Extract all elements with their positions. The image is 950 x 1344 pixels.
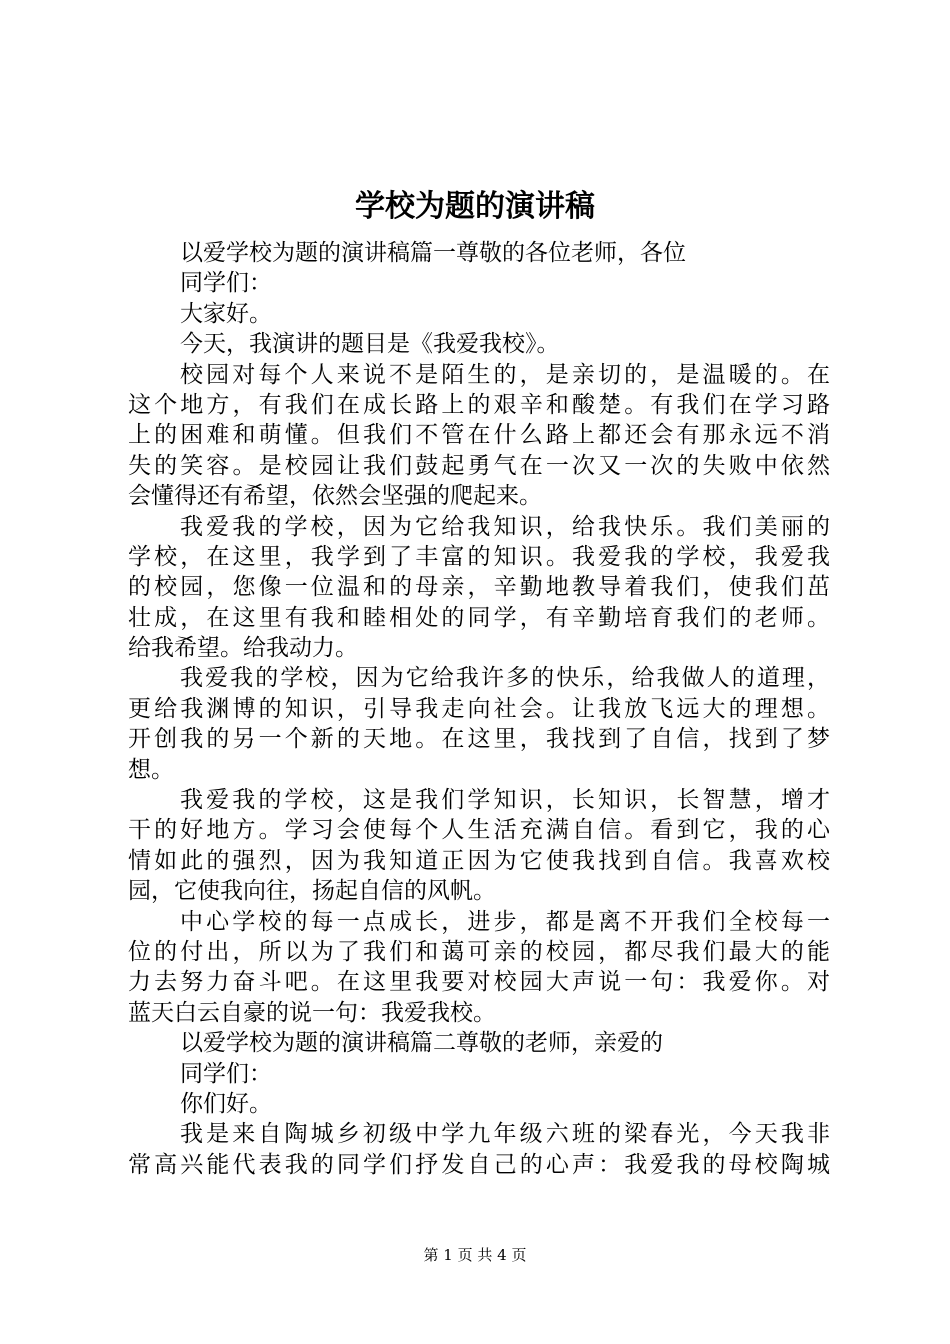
text-line: 同学们： xyxy=(180,270,272,297)
text-line: 以爱学校为题的演讲稿篇二尊敬的老师，亲爱的 xyxy=(180,1030,663,1057)
text-line: 干的好地方。学习会使每个人生活充满自信。看到它，我的心 xyxy=(128,817,830,844)
text-line: 情如此的强烈，因为我知道正因为它使我找到自信。我喜欢校 xyxy=(128,847,830,874)
text-line: 中心学校的每一点成长，进步，都是离不开我们全校每一 xyxy=(180,908,830,935)
text-line: 同学们： xyxy=(180,1060,272,1087)
text-line: 会懂得还有希望，依然会坚强的爬起来。 xyxy=(128,483,542,510)
text-line: 大家好。 xyxy=(180,300,272,327)
text-line: 我爱我的学校，因为它给我知识，给我快乐。我们美丽的 xyxy=(180,513,830,540)
text-line: 上的困难和萌懂。但我们不管在什么路上都还会有那永远不消 xyxy=(128,422,830,449)
document-body xyxy=(128,238,830,1180)
text-line: 力去努力奋斗吧。在这里我要对校园大声说一句：我爱你。对 xyxy=(128,969,830,996)
text-line: 今天，我演讲的题目是《我爱我校》。 xyxy=(180,331,560,358)
page-footer: 第 1 页 共 4 页 xyxy=(423,1246,527,1264)
text-line: 常高兴能代表我的同学们抒发自己的心声：我爱我的母校陶城 xyxy=(128,1151,830,1178)
text-line: 校园对每个人来说不是陌生的，是亲切的，是温暖的。在 xyxy=(180,361,830,388)
text-line: 园，它使我向往，扬起自信的风帆。 xyxy=(128,878,496,905)
text-line: 想。 xyxy=(128,756,174,783)
text-line: 给我希望。给我动力。 xyxy=(128,635,358,662)
text-line: 以爱学校为题的演讲稿篇一尊敬的各位老师，各位 xyxy=(180,240,686,266)
text-line: 开创我的另一个新的天地。在这里，我找到了自信，找到了梦 xyxy=(128,726,830,753)
text-line: 蓝天白云自豪的说一句：我爱我校。 xyxy=(128,999,496,1026)
text-line: 你们好。 xyxy=(180,1090,272,1117)
text-line: 我爱我的学校，这是我们学知识，长知识，长智慧，增才 xyxy=(180,787,830,814)
text-line: 我是来自陶城乡初级中学九年级六班的梁春光，今天我非 xyxy=(180,1121,830,1148)
text-line: 更给我渊博的知识，引导我走向社会。让我放飞远大的理想。 xyxy=(128,695,830,722)
text-line: 我爱我的学校，因为它给我许多的快乐，给我做人的道理， xyxy=(180,665,830,692)
document-title: 学校为题的演讲稿 xyxy=(355,189,595,224)
text-line: 学校，在这里，我学到了丰富的知识。我爱我的学校，我爱我 xyxy=(128,543,830,570)
text-line: 壮成，在这里有我和睦相处的同学，有辛勤培育我们的老师。 xyxy=(128,604,830,631)
text-line: 位的付出，所以为了我们和蔼可亲的校园，都尽我们最大的能 xyxy=(128,938,830,965)
text-line: 失的笑容。是校园让我们鼓起勇气在一次又一次的失败中依然 xyxy=(128,452,830,479)
text-line: 这个地方，有我们在成长路上的艰辛和酸楚。有我们在学习路 xyxy=(128,391,830,418)
text-line: 的校园，您像一位温和的母亲，辛勤地教导着我们，使我们茁 xyxy=(128,574,830,601)
